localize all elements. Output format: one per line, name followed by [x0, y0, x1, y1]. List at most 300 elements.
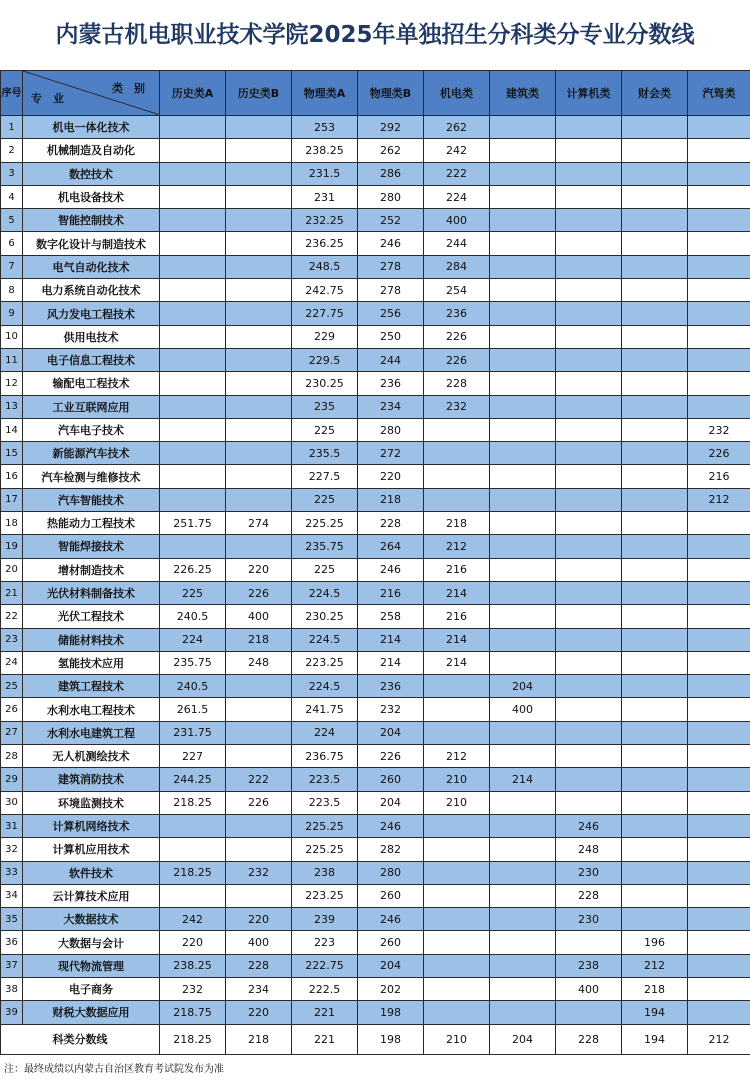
table-row: [1, 628, 750, 651]
score-cell: [556, 232, 622, 255]
score-cell: [424, 465, 490, 488]
score-cell: [622, 861, 688, 884]
score-cell: 232: [688, 418, 750, 441]
score-cell: [622, 791, 688, 814]
score-cell: [424, 442, 490, 465]
score-cell: 256: [358, 302, 424, 325]
score-cell: 216: [424, 605, 490, 628]
score-cell: [688, 558, 750, 581]
score-cell: [556, 185, 622, 208]
score-cell: [160, 418, 226, 441]
score-cell: 272: [358, 442, 424, 465]
score-cell: 236: [358, 372, 424, 395]
score-cell: 228: [226, 954, 292, 977]
row-seq: 29: [1, 768, 23, 791]
score-cell: 227: [160, 745, 226, 768]
score-cell: 222: [226, 768, 292, 791]
header-category-label: 类 别: [112, 82, 145, 95]
score-cell: 232: [226, 861, 292, 884]
score-cell: 226: [424, 348, 490, 371]
row-seq: 13: [1, 395, 23, 418]
row-major: 氢能技术应用: [23, 651, 160, 674]
score-cell: [160, 232, 226, 255]
score-cell: 252: [358, 209, 424, 232]
score-cell: [424, 931, 490, 954]
table-row: [1, 279, 750, 302]
score-cell: [622, 372, 688, 395]
row-seq: 39: [1, 1001, 23, 1024]
table-row: [1, 977, 750, 1000]
score-cell: [424, 418, 490, 441]
score-cell: 258: [358, 605, 424, 628]
score-cell: 214: [358, 628, 424, 651]
score-cell: [226, 325, 292, 348]
score-cell: 204: [358, 954, 424, 977]
row-seq: 7: [1, 255, 23, 278]
score-cell: [226, 279, 292, 302]
score-cell: 220: [226, 908, 292, 931]
score-cell: [556, 1001, 622, 1024]
score-cell: [424, 908, 490, 931]
score-cell: [226, 442, 292, 465]
table-row: [1, 116, 750, 139]
row-major: 增材制造技术: [23, 558, 160, 581]
row-seq: 17: [1, 488, 23, 511]
score-cell: 234: [226, 977, 292, 1000]
score-cell: [688, 745, 750, 768]
row-major: 热能动力工程技术: [23, 512, 160, 535]
score-cell: [688, 185, 750, 208]
score-cell: [688, 348, 750, 371]
row-major: 输配电工程技术: [23, 372, 160, 395]
row-major: 建筑工程技术: [23, 675, 160, 698]
score-cell: [160, 535, 226, 558]
score-cell: 220: [226, 1001, 292, 1024]
score-cell: [490, 209, 556, 232]
score-cell: 238.25: [292, 139, 358, 162]
score-cell: 226: [226, 791, 292, 814]
score-cell: 248: [226, 651, 292, 674]
score-cell: [226, 232, 292, 255]
score-cell: 292: [358, 116, 424, 139]
score-cell: [490, 884, 556, 907]
score-cell: [226, 698, 292, 721]
row-seq: 10: [1, 325, 23, 348]
score-cell: 242: [160, 908, 226, 931]
score-cell: 214: [358, 651, 424, 674]
score-cell: 226: [688, 442, 750, 465]
score-cell: 202: [358, 977, 424, 1000]
score-cell: 250: [358, 325, 424, 348]
score-cell: [490, 745, 556, 768]
score-cell: [490, 512, 556, 535]
row-major: 建筑消防技术: [23, 768, 160, 791]
score-cell: [556, 628, 622, 651]
score-cell: 260: [358, 931, 424, 954]
score-cell: [622, 884, 688, 907]
score-cell: 226.25: [160, 558, 226, 581]
table-row: [1, 651, 750, 674]
table-row: [1, 908, 750, 931]
score-table-container: [0, 70, 750, 1055]
score-cell: 239: [292, 908, 358, 931]
score-cell: 204: [490, 675, 556, 698]
score-cell: 214: [424, 628, 490, 651]
score-cell: [688, 139, 750, 162]
score-cell: 230.25: [292, 605, 358, 628]
score-cell: 232: [424, 395, 490, 418]
row-major: 智能焊接技术: [23, 535, 160, 558]
score-cell: 225: [292, 488, 358, 511]
score-cell: 232.25: [292, 209, 358, 232]
score-cell: 236: [358, 675, 424, 698]
score-cell: [226, 418, 292, 441]
score-cell: [622, 908, 688, 931]
row-major: 水利水电建筑工程: [23, 721, 160, 744]
score-cell: 262: [358, 139, 424, 162]
score-cell: [490, 838, 556, 861]
row-seq: 2: [1, 139, 23, 162]
score-cell: [688, 302, 750, 325]
score-cell: 214: [424, 651, 490, 674]
row-seq: 32: [1, 838, 23, 861]
table-row: [1, 372, 750, 395]
score-cell: 254: [424, 279, 490, 302]
score-cell: [622, 348, 688, 371]
score-cell: [688, 861, 750, 884]
row-major: 光伏工程技术: [23, 605, 160, 628]
score-cell: 244: [424, 232, 490, 255]
score-cell: 284: [424, 255, 490, 278]
row-major: 环境监测技术: [23, 791, 160, 814]
row-major: 汽车检测与维修技术: [23, 465, 160, 488]
score-cell: [226, 302, 292, 325]
header-col-0: 历史类A: [160, 71, 226, 116]
score-cell: [226, 395, 292, 418]
score-cell: 280: [358, 185, 424, 208]
score-cell: [622, 325, 688, 348]
score-cell: 238: [556, 954, 622, 977]
score-cell: 223.5: [292, 768, 358, 791]
score-cell: [490, 977, 556, 1000]
row-major: 数控技术: [23, 162, 160, 185]
header-col-2: 物理类A: [292, 71, 358, 116]
score-cell: [622, 418, 688, 441]
score-cell: 216: [688, 465, 750, 488]
score-cell: [556, 279, 622, 302]
score-cell: [556, 325, 622, 348]
score-cell: [688, 954, 750, 977]
score-cell: 225.25: [292, 838, 358, 861]
row-major: 电力系统自动化技术: [23, 279, 160, 302]
score-cell: [490, 255, 556, 278]
score-cell: 218.75: [160, 1001, 226, 1024]
score-cell: [688, 395, 750, 418]
score-cell: [622, 395, 688, 418]
score-cell: 241.75: [292, 698, 358, 721]
header-col-3: 物理类B: [358, 71, 424, 116]
table-row: [1, 745, 750, 768]
score-cell: [424, 488, 490, 511]
score-cell: [490, 535, 556, 558]
score-cell: 226: [358, 745, 424, 768]
score-cell: 246: [358, 558, 424, 581]
row-major: 光伏材料制备技术: [23, 581, 160, 604]
row-major: 机电一体化技术: [23, 116, 160, 139]
score-cell: [688, 116, 750, 139]
score-cell: [160, 185, 226, 208]
score-cell: [490, 302, 556, 325]
score-cell: [556, 418, 622, 441]
table-row: [1, 838, 750, 861]
score-cell: [490, 908, 556, 931]
score-cell: [226, 348, 292, 371]
score-cell: 224: [160, 628, 226, 651]
score-cell: 224.5: [292, 628, 358, 651]
table-row: [1, 185, 750, 208]
footer-value: 210: [424, 1024, 490, 1054]
score-cell: 210: [424, 768, 490, 791]
score-cell: [622, 232, 688, 255]
row-major: 计算机应用技术: [23, 838, 160, 861]
score-cell: [160, 279, 226, 302]
row-seq: 36: [1, 931, 23, 954]
score-cell: [556, 605, 622, 628]
score-cell: 230.25: [292, 372, 358, 395]
score-cell: [490, 721, 556, 744]
row-seq: 37: [1, 954, 23, 977]
score-cell: [622, 255, 688, 278]
row-major: 储能材料技术: [23, 628, 160, 651]
score-cell: [226, 209, 292, 232]
score-cell: [160, 325, 226, 348]
table-row: [1, 442, 750, 465]
score-cell: 244: [358, 348, 424, 371]
score-cell: [490, 372, 556, 395]
score-cell: [622, 279, 688, 302]
row-major: 供用电技术: [23, 325, 160, 348]
score-cell: 227.75: [292, 302, 358, 325]
score-cell: 214: [424, 581, 490, 604]
row-seq: 14: [1, 418, 23, 441]
row-major: 新能源汽车技术: [23, 442, 160, 465]
score-cell: [226, 814, 292, 837]
score-cell: [226, 535, 292, 558]
score-cell: [160, 442, 226, 465]
score-cell: 224.5: [292, 581, 358, 604]
score-cell: [688, 698, 750, 721]
score-cell: 282: [358, 838, 424, 861]
table-row: [1, 814, 750, 837]
table-row: [1, 954, 750, 977]
score-cell: 228: [556, 884, 622, 907]
score-cell: [160, 488, 226, 511]
score-cell: [622, 838, 688, 861]
score-cell: [160, 465, 226, 488]
table-row: [1, 675, 750, 698]
score-cell: 261.5: [160, 698, 226, 721]
row-seq: 24: [1, 651, 23, 674]
score-cell: [688, 1001, 750, 1024]
score-cell: 235.5: [292, 442, 358, 465]
score-cell: [556, 162, 622, 185]
score-cell: [490, 605, 556, 628]
score-cell: [556, 675, 622, 698]
row-major: 风力发电工程技术: [23, 302, 160, 325]
table-row: [1, 488, 750, 511]
score-cell: [490, 185, 556, 208]
score-cell: [688, 162, 750, 185]
row-major: 电子信息工程技术: [23, 348, 160, 371]
score-cell: 248: [556, 838, 622, 861]
row-seq: 5: [1, 209, 23, 232]
score-cell: [160, 348, 226, 371]
score-cell: 236: [424, 302, 490, 325]
score-cell: 231: [292, 185, 358, 208]
score-cell: [556, 302, 622, 325]
score-cell: 280: [358, 861, 424, 884]
score-cell: [490, 279, 556, 302]
score-cell: [556, 535, 622, 558]
score-cell: [556, 745, 622, 768]
score-cell: 253: [292, 116, 358, 139]
score-cell: [622, 558, 688, 581]
score-cell: 228: [424, 372, 490, 395]
footer-value: 228: [556, 1024, 622, 1054]
score-cell: 231.75: [160, 721, 226, 744]
row-seq: 33: [1, 861, 23, 884]
row-seq: 16: [1, 465, 23, 488]
row-seq: 22: [1, 605, 23, 628]
score-cell: [226, 488, 292, 511]
score-cell: [424, 838, 490, 861]
score-cell: 228: [358, 512, 424, 535]
header-col-1: 历史类B: [226, 71, 292, 116]
score-cell: 274: [226, 512, 292, 535]
table-row: [1, 209, 750, 232]
score-cell: 236.25: [292, 232, 358, 255]
row-major: 电气自动化技术: [23, 255, 160, 278]
row-major: 智能控制技术: [23, 209, 160, 232]
header-col-4: 机电类: [424, 71, 490, 116]
score-cell: [226, 721, 292, 744]
score-cell: 224: [424, 185, 490, 208]
table-row: [1, 581, 750, 604]
score-cell: 400: [556, 977, 622, 1000]
score-cell: 218: [622, 977, 688, 1000]
row-seq: 38: [1, 977, 23, 1000]
score-cell: 224: [292, 721, 358, 744]
score-cell: 230: [556, 861, 622, 884]
score-cell: [160, 209, 226, 232]
table-row: [1, 698, 750, 721]
score-cell: [424, 721, 490, 744]
score-cell: 262: [424, 116, 490, 139]
score-cell: [688, 255, 750, 278]
score-cell: [160, 255, 226, 278]
score-cell: 194: [622, 1001, 688, 1024]
score-cell: [556, 791, 622, 814]
score-cell: [622, 209, 688, 232]
score-cell: [226, 255, 292, 278]
score-cell: [490, 861, 556, 884]
score-cell: [688, 325, 750, 348]
score-cell: 220: [358, 465, 424, 488]
footer-value: 212: [688, 1024, 750, 1054]
row-major: 工业互联网应用: [23, 395, 160, 418]
table-row: [1, 302, 750, 325]
score-cell: [688, 209, 750, 232]
score-cell: [622, 535, 688, 558]
score-cell: 286: [358, 162, 424, 185]
score-cell: [688, 884, 750, 907]
score-cell: [226, 162, 292, 185]
score-cell: 278: [358, 279, 424, 302]
score-cell: [490, 162, 556, 185]
score-cell: [160, 884, 226, 907]
score-cell: [160, 372, 226, 395]
score-cell: [556, 348, 622, 371]
score-cell: 238.25: [160, 954, 226, 977]
score-cell: [622, 465, 688, 488]
table-row: [1, 465, 750, 488]
score-cell: [688, 977, 750, 1000]
score-cell: [622, 675, 688, 698]
score-cell: [490, 628, 556, 651]
score-cell: [622, 512, 688, 535]
row-seq: 15: [1, 442, 23, 465]
score-cell: 212: [424, 745, 490, 768]
score-cell: [160, 116, 226, 139]
score-cell: 212: [622, 954, 688, 977]
score-cell: 230: [556, 908, 622, 931]
score-cell: 246: [358, 814, 424, 837]
row-major: 机械制造及自动化: [23, 139, 160, 162]
score-cell: [688, 814, 750, 837]
score-cell: [622, 721, 688, 744]
row-seq: 3: [1, 162, 23, 185]
score-cell: [622, 139, 688, 162]
score-cell: [226, 465, 292, 488]
score-cell: [424, 675, 490, 698]
score-cell: 225: [292, 558, 358, 581]
table-header: [1, 71, 750, 116]
score-cell: 222: [424, 162, 490, 185]
score-cell: [556, 139, 622, 162]
score-cell: [490, 791, 556, 814]
score-cell: 400: [424, 209, 490, 232]
score-cell: [622, 581, 688, 604]
footer-value: 204: [490, 1024, 556, 1054]
score-cell: [226, 185, 292, 208]
score-cell: [226, 884, 292, 907]
score-cell: [160, 395, 226, 418]
score-cell: [556, 255, 622, 278]
score-cell: [490, 232, 556, 255]
row-seq: 12: [1, 372, 23, 395]
score-cell: [226, 838, 292, 861]
score-cell: [622, 651, 688, 674]
table-row: [1, 255, 750, 278]
score-cell: 218.25: [160, 861, 226, 884]
score-cell: 246: [556, 814, 622, 837]
score-cell: [622, 185, 688, 208]
row-major: 大数据技术: [23, 908, 160, 931]
table-row: [1, 1001, 750, 1024]
score-cell: 231.5: [292, 162, 358, 185]
score-cell: [688, 908, 750, 931]
score-cell: 229: [292, 325, 358, 348]
